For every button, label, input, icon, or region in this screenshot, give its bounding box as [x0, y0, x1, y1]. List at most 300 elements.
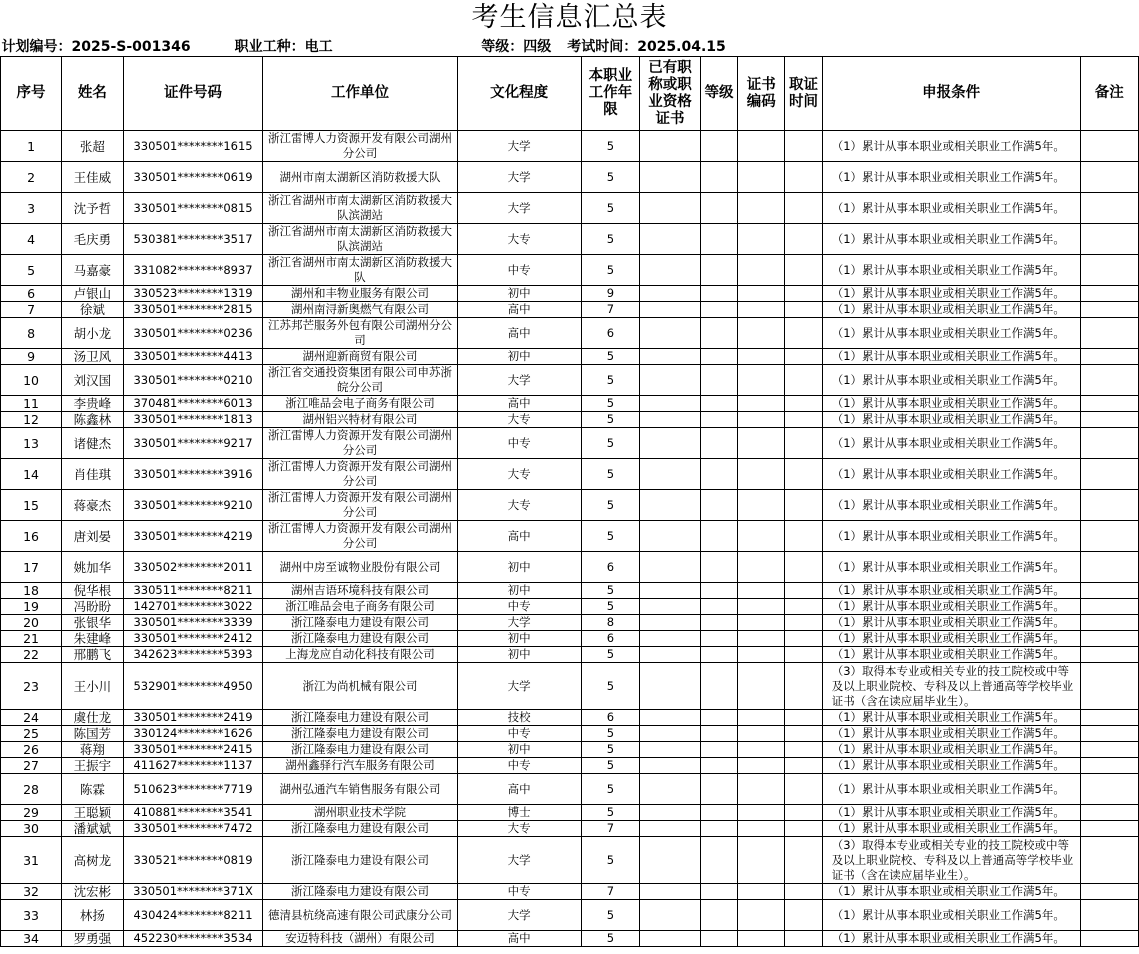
row-work-unit: 湖州中房至诚物业股份有限公司 [263, 552, 457, 583]
table-row [1, 521, 1139, 552]
page-title: 考生信息汇总表 [471, 2, 668, 33]
row-condition: （1）累计从事本职业或相关职业工作满5年。 [822, 318, 1080, 349]
row-work-years: 5 [581, 131, 640, 162]
row-cert-code [738, 805, 785, 821]
row-id-number: 530381********3517 [123, 224, 263, 255]
row-remark [1080, 349, 1138, 365]
row-education: 高中 [457, 521, 581, 552]
row-work-years: 5 [581, 396, 640, 412]
row-existing-cert [640, 647, 701, 663]
row-name: 陈鑫林 [62, 412, 124, 428]
row-id-number: 330501********3339 [123, 615, 263, 631]
row-cert-code [738, 884, 785, 900]
row-id-number: 510623********7719 [123, 774, 263, 805]
row-level [700, 286, 737, 302]
row-cert-time [785, 663, 822, 710]
row-work-years: 5 [581, 758, 640, 774]
row-name: 蒋豪杰 [62, 490, 124, 521]
row-cert-code [738, 255, 785, 286]
header-seq: 序号 [1, 57, 62, 131]
row-id-number: 330502********2011 [123, 552, 263, 583]
row-condition: （1）累计从事本职业或相关职业工作满5年。 [822, 552, 1080, 583]
row-cert-code [738, 774, 785, 805]
row-remark [1080, 428, 1138, 459]
row-existing-cert [640, 428, 701, 459]
row-work-unit: 浙江隆泰电力建设有限公司 [263, 821, 457, 837]
row-cert-time [785, 162, 822, 193]
row-existing-cert [640, 318, 701, 349]
row-name: 胡小龙 [62, 318, 124, 349]
row-cert-time [785, 900, 822, 931]
row-level [700, 884, 737, 900]
row-work-years: 8 [581, 615, 640, 631]
row-seq: 33 [1, 900, 62, 931]
row-name: 朱建峰 [62, 631, 124, 647]
row-cert-time [785, 318, 822, 349]
row-work-years: 5 [581, 162, 640, 193]
row-id-number: 330501********1615 [123, 131, 263, 162]
row-id-number: 330521********0819 [123, 837, 263, 884]
table-row [1, 821, 1139, 837]
row-remark [1080, 521, 1138, 552]
header-row [1, 57, 1139, 131]
row-name: 汤卫风 [62, 349, 124, 365]
row-level [700, 412, 737, 428]
row-work-years: 7 [581, 302, 640, 318]
row-work-years: 5 [581, 255, 640, 286]
row-education: 大学 [457, 365, 581, 396]
table-row [1, 428, 1139, 459]
row-condition: （1）累计从事本职业或相关职业工作满5年。 [822, 302, 1080, 318]
header-remark: 备注 [1080, 57, 1138, 131]
row-name: 王小川 [62, 663, 124, 710]
table-row [1, 710, 1139, 726]
row-seq: 11 [1, 396, 62, 412]
row-condition: （1）累计从事本职业或相关职业工作满5年。 [822, 490, 1080, 521]
table-body [1, 131, 1139, 947]
row-work-years: 5 [581, 805, 640, 821]
row-level [700, 396, 737, 412]
row-cert-time [785, 131, 822, 162]
row-education: 高中 [457, 774, 581, 805]
row-name: 肖佳琪 [62, 459, 124, 490]
row-work-years: 5 [581, 931, 640, 947]
row-work-unit: 湖州和丰物业服务有限公司 [263, 286, 457, 302]
row-work-years: 5 [581, 742, 640, 758]
row-seq: 12 [1, 412, 62, 428]
row-condition: （1）累计从事本职业或相关职业工作满5年。 [822, 774, 1080, 805]
row-cert-code [738, 224, 785, 255]
table-row [1, 490, 1139, 521]
row-level [700, 837, 737, 884]
row-remark [1080, 193, 1138, 224]
row-level [700, 193, 737, 224]
row-remark [1080, 726, 1138, 742]
row-cert-code [738, 428, 785, 459]
row-existing-cert [640, 459, 701, 490]
row-name: 卢银山 [62, 286, 124, 302]
row-seq: 20 [1, 615, 62, 631]
table-row [1, 349, 1139, 365]
row-existing-cert [640, 255, 701, 286]
table-row [1, 884, 1139, 900]
row-condition: （1）累计从事本职业或相关职业工作满5年。 [822, 459, 1080, 490]
row-work-unit: 湖州职业技术学院 [263, 805, 457, 821]
row-work-unit: 湖州鑫驿行汽车服务有限公司 [263, 758, 457, 774]
row-seq: 7 [1, 302, 62, 318]
row-seq: 14 [1, 459, 62, 490]
row-remark [1080, 490, 1138, 521]
row-cert-code [738, 552, 785, 583]
row-cert-time [785, 615, 822, 631]
header-name: 姓名 [62, 57, 124, 131]
row-existing-cert [640, 599, 701, 615]
row-remark [1080, 162, 1138, 193]
table-row [1, 615, 1139, 631]
table-row [1, 726, 1139, 742]
row-seq: 30 [1, 821, 62, 837]
row-work-years: 5 [581, 726, 640, 742]
row-condition: （1）累计从事本职业或相关职业工作满5年。 [822, 805, 1080, 821]
row-work-unit: 浙江唯品会电子商务有限公司 [263, 599, 457, 615]
row-cert-code [738, 193, 785, 224]
row-condition: （1）累计从事本职业或相关职业工作满5年。 [822, 428, 1080, 459]
row-work-years: 5 [581, 224, 640, 255]
row-existing-cert [640, 162, 701, 193]
row-cert-time [785, 805, 822, 821]
row-condition: （1）累计从事本职业或相关职业工作满5年。 [822, 583, 1080, 599]
row-seq: 24 [1, 710, 62, 726]
row-existing-cert [640, 302, 701, 318]
row-work-unit: 浙江隆泰电力建设有限公司 [263, 884, 457, 900]
row-existing-cert [640, 490, 701, 521]
row-work-years: 5 [581, 459, 640, 490]
row-id-number: 330501********1813 [123, 412, 263, 428]
row-cert-time [785, 583, 822, 599]
row-cert-time [785, 286, 822, 302]
row-cert-code [738, 583, 785, 599]
row-level [700, 349, 737, 365]
row-remark [1080, 931, 1138, 947]
row-level [700, 615, 737, 631]
row-remark [1080, 758, 1138, 774]
row-condition: （1）累计从事本职业或相关职业工作满5年。 [822, 931, 1080, 947]
row-name: 王振宇 [62, 758, 124, 774]
row-cert-code [738, 631, 785, 647]
row-name: 冯盼盼 [62, 599, 124, 615]
row-existing-cert [640, 583, 701, 599]
row-condition: （1）累计从事本职业或相关职业工作满5年。 [822, 162, 1080, 193]
row-remark [1080, 255, 1138, 286]
row-work-unit: 浙江隆泰电力建设有限公司 [263, 726, 457, 742]
row-id-number: 411627********1137 [123, 758, 263, 774]
row-existing-cert [640, 884, 701, 900]
row-cert-code [738, 412, 785, 428]
row-id-number: 330523********1319 [123, 286, 263, 302]
row-seq: 2 [1, 162, 62, 193]
row-condition: （1）累计从事本职业或相关职业工作满5年。 [822, 821, 1080, 837]
row-level [700, 774, 737, 805]
row-id-number: 330501********0236 [123, 318, 263, 349]
table-row [1, 162, 1139, 193]
row-work-unit: 浙江省湖州市南太湖新区消防救援大队 [263, 255, 457, 286]
row-cert-code [738, 821, 785, 837]
table-row [1, 302, 1139, 318]
row-work-unit: 浙江隆泰电力建设有限公司 [263, 631, 457, 647]
header-id: 证件号码 [123, 57, 263, 131]
row-work-unit: 湖州市南太湖新区消防救援大队 [263, 162, 457, 193]
row-remark [1080, 599, 1138, 615]
exam-time: 考试时间：2025.04.15 [567, 39, 726, 55]
table-row [1, 774, 1139, 805]
meta-row [1, 36, 1139, 57]
row-work-unit: 上海龙应自动化科技有限公司 [263, 647, 457, 663]
row-remark [1080, 412, 1138, 428]
row-cert-code [738, 931, 785, 947]
row-work-years: 5 [581, 900, 640, 931]
row-existing-cert [640, 412, 701, 428]
row-education: 高中 [457, 931, 581, 947]
row-id-number: 532901********4950 [123, 663, 263, 710]
row-existing-cert [640, 758, 701, 774]
row-cert-time [785, 774, 822, 805]
row-seq: 23 [1, 663, 62, 710]
row-condition: （1）累计从事本职业或相关职业工作满5年。 [822, 631, 1080, 647]
row-name: 姚加华 [62, 552, 124, 583]
table-row [1, 647, 1139, 663]
row-level [700, 931, 737, 947]
header-existing-cert: 已有职称或职业资格证书 [640, 57, 701, 131]
table-row [1, 631, 1139, 647]
row-level [700, 821, 737, 837]
row-remark [1080, 663, 1138, 710]
row-seq: 26 [1, 742, 62, 758]
table-row [1, 396, 1139, 412]
row-seq: 16 [1, 521, 62, 552]
row-work-years: 5 [581, 412, 640, 428]
row-work-years: 5 [581, 349, 640, 365]
row-work-unit: 浙江省交通投资集团有限公司申苏浙皖分公司 [263, 365, 457, 396]
row-name: 潘斌斌 [62, 821, 124, 837]
row-id-number: 330501********9217 [123, 428, 263, 459]
row-condition: （1）累计从事本职业或相关职业工作满5年。 [822, 647, 1080, 663]
row-remark [1080, 837, 1138, 884]
row-seq: 21 [1, 631, 62, 647]
row-work-years: 6 [581, 710, 640, 726]
row-work-years: 7 [581, 884, 640, 900]
row-remark [1080, 821, 1138, 837]
row-seq: 4 [1, 224, 62, 255]
row-cert-code [738, 758, 785, 774]
row-id-number: 342623********5393 [123, 647, 263, 663]
row-seq: 32 [1, 884, 62, 900]
row-work-unit: 浙江唯品会电子商务有限公司 [263, 396, 457, 412]
row-condition: （1）累计从事本职业或相关职业工作满5年。 [822, 615, 1080, 631]
row-work-unit: 浙江隆泰电力建设有限公司 [263, 742, 457, 758]
row-remark [1080, 224, 1138, 255]
table-row [1, 255, 1139, 286]
row-id-number: 330501********2412 [123, 631, 263, 647]
row-education: 大专 [457, 821, 581, 837]
table-row [1, 552, 1139, 583]
row-seq: 3 [1, 193, 62, 224]
row-existing-cert [640, 900, 701, 931]
row-cert-code [738, 349, 785, 365]
row-existing-cert [640, 821, 701, 837]
row-work-unit: 浙江隆泰电力建设有限公司 [263, 710, 457, 726]
row-seq: 5 [1, 255, 62, 286]
row-seq: 22 [1, 647, 62, 663]
table-row [1, 663, 1139, 710]
row-seq: 1 [1, 131, 62, 162]
row-cert-code [738, 286, 785, 302]
table-row [1, 365, 1139, 396]
row-condition: （3）取得本专业或相关专业的技工院校或中等及以上职业院校、专科及以上普通高等学校毕业证书（含在读应届毕业生）。 [822, 837, 1080, 884]
row-education: 大学 [457, 615, 581, 631]
row-remark [1080, 884, 1138, 900]
row-name: 陈国芳 [62, 726, 124, 742]
row-level [700, 490, 737, 521]
row-work-years: 6 [581, 318, 640, 349]
row-work-unit: 浙江为尚机械有限公司 [263, 663, 457, 710]
row-level [700, 162, 737, 193]
row-education: 大专 [457, 224, 581, 255]
row-work-years: 5 [581, 647, 640, 663]
meta-blank [1080, 36, 1138, 57]
row-level [700, 318, 737, 349]
row-cert-time [785, 255, 822, 286]
row-work-unit: 浙江省湖州市南太湖新区消防救援大队滨湖站 [263, 224, 457, 255]
row-work-unit: 浙江雷博人力资源开发有限公司湖州分公司 [263, 131, 457, 162]
row-cert-time [785, 758, 822, 774]
row-education: 初中 [457, 631, 581, 647]
row-level [700, 663, 737, 710]
table-row [1, 224, 1139, 255]
header-years: 本职业工作年限 [581, 57, 640, 131]
row-seq: 25 [1, 726, 62, 742]
row-work-years: 5 [581, 837, 640, 884]
row-id-number: 330501********4219 [123, 521, 263, 552]
row-id-number: 330501********2419 [123, 710, 263, 726]
row-name: 罗勇强 [62, 931, 124, 947]
row-level [700, 365, 737, 396]
row-cert-time [785, 302, 822, 318]
row-cert-code [738, 318, 785, 349]
row-work-years: 5 [581, 774, 640, 805]
row-level [700, 302, 737, 318]
row-id-number: 330501********0619 [123, 162, 263, 193]
row-level [700, 521, 737, 552]
row-remark [1080, 583, 1138, 599]
row-remark [1080, 302, 1138, 318]
row-cert-code [738, 459, 785, 490]
row-education: 大学 [457, 663, 581, 710]
row-existing-cert [640, 837, 701, 884]
row-remark [1080, 774, 1138, 805]
row-level [700, 726, 737, 742]
row-cert-code [738, 521, 785, 552]
row-name: 马嘉豪 [62, 255, 124, 286]
row-education: 高中 [457, 302, 581, 318]
row-name: 沈宏彬 [62, 884, 124, 900]
row-id-number: 330124********1626 [123, 726, 263, 742]
table-row [1, 900, 1139, 931]
row-education: 高中 [457, 396, 581, 412]
row-remark [1080, 396, 1138, 412]
row-condition: （1）累计从事本职业或相关职业工作满5年。 [822, 131, 1080, 162]
row-condition: （1）累计从事本职业或相关职业工作满5年。 [822, 599, 1080, 615]
row-existing-cert [640, 631, 701, 647]
row-seq: 19 [1, 599, 62, 615]
row-seq: 34 [1, 931, 62, 947]
row-existing-cert [640, 931, 701, 947]
row-cert-code [738, 302, 785, 318]
row-name: 倪华根 [62, 583, 124, 599]
row-remark [1080, 131, 1138, 162]
row-cert-time [785, 931, 822, 947]
row-level [700, 710, 737, 726]
row-education: 大学 [457, 131, 581, 162]
row-existing-cert [640, 805, 701, 821]
row-cert-time [785, 710, 822, 726]
row-id-number: 330501********3916 [123, 459, 263, 490]
row-work-unit: 浙江雷博人力资源开发有限公司湖州分公司 [263, 459, 457, 490]
row-education: 大专 [457, 490, 581, 521]
header-condition: 申报条件 [822, 57, 1080, 131]
plan-number: 计划编号：2025-S-001346 职业工种：电工 [1, 36, 458, 57]
table-row [1, 931, 1139, 947]
row-education: 技校 [457, 710, 581, 726]
row-education: 初中 [457, 349, 581, 365]
row-level [700, 647, 737, 663]
row-work-unit: 江苏邦芒服务外包有限公司湖州分公司 [263, 318, 457, 349]
row-name: 张超 [62, 131, 124, 162]
row-cert-time [785, 490, 822, 521]
row-name: 陈霖 [62, 774, 124, 805]
row-condition: （1）累计从事本职业或相关职业工作满5年。 [822, 286, 1080, 302]
row-cert-code [738, 900, 785, 931]
row-existing-cert [640, 349, 701, 365]
row-seq: 18 [1, 583, 62, 599]
row-name: 沈予哲 [62, 193, 124, 224]
row-level [700, 758, 737, 774]
row-cert-code [738, 365, 785, 396]
row-cert-time [785, 365, 822, 396]
row-cert-code [738, 710, 785, 726]
row-education: 高中 [457, 318, 581, 349]
row-education: 初中 [457, 583, 581, 599]
row-level [700, 631, 737, 647]
row-education: 大专 [457, 412, 581, 428]
row-remark [1080, 459, 1138, 490]
row-seq: 15 [1, 490, 62, 521]
exam-level: 等级：四级 考试时间：2025.04.15 [457, 36, 1080, 57]
row-education: 大学 [457, 900, 581, 931]
row-condition: （1）累计从事本职业或相关职业工作满5年。 [822, 884, 1080, 900]
row-seq: 9 [1, 349, 62, 365]
row-education: 中专 [457, 726, 581, 742]
row-cert-time [785, 224, 822, 255]
row-id-number: 330501********2815 [123, 302, 263, 318]
row-id-number: 142701********3022 [123, 599, 263, 615]
row-cert-code [738, 396, 785, 412]
row-cert-time [785, 396, 822, 412]
row-existing-cert [640, 742, 701, 758]
row-level [700, 224, 737, 255]
row-cert-time [785, 193, 822, 224]
table-row [1, 318, 1139, 349]
row-existing-cert [640, 521, 701, 552]
